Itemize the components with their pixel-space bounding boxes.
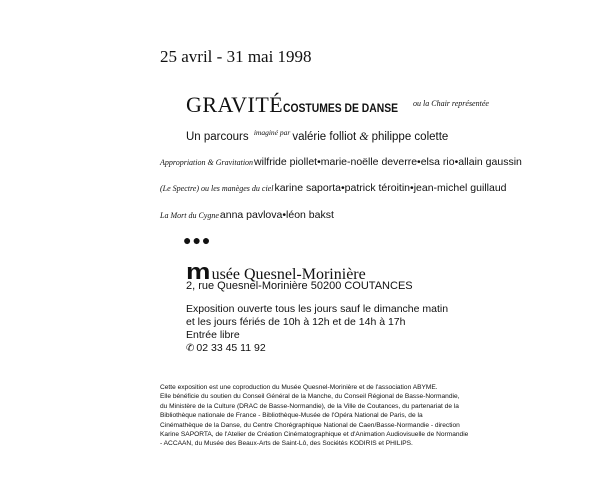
opening-hours-line-2: et les jours fériés de 10h à 12h et de 14h à 17h [186, 316, 406, 328]
phone-number: 02 33 45 11 92 [196, 342, 266, 354]
admission-info: Entrée libre [186, 329, 240, 341]
credit-line [160, 156, 522, 168]
credit-names: wilfride piollet•marie-noëlle deverre•elsa rio•allain gaussin [254, 156, 522, 168]
footer-line: Bibliothèque nationale de France - Bibliothèque-Musée de l'Opéra National de Paris, de la [160, 412, 423, 420]
footer-line: Cinémathèque de la Danse, du Centre Chorégraphique National de Caen/Basse-Normandie - direction [160, 421, 460, 429]
footer-line: Elle bénéficie du soutien du Conseil Général de la Manche, du Conseil Régional de Basse-Normandie, [160, 393, 460, 401]
credit-line [160, 182, 507, 194]
title-main: GRAVITÉ [186, 92, 284, 117]
curators-lead: Un parcours [186, 131, 249, 143]
credit-names: anna pavlova•léon bakst [219, 209, 334, 221]
footer-credits [160, 383, 469, 449]
credit-section: Appropriation & Gravitation [160, 158, 254, 167]
credit-section: (Le Spectre) ou les manèges du ciel [160, 184, 274, 193]
curators-imagined: imaginé par [253, 128, 291, 137]
museum-logo-initial: m [186, 259, 211, 284]
separator-dots: ●●● [183, 232, 212, 248]
footer-line: du Ministère de la Culture (DRAC de Basse-Normandie), de la Ville de Coutances, du partenariat de la [160, 402, 459, 410]
exhibition-title [186, 92, 489, 118]
opening-hours-line-1: Exposition ouverte tous les jours sauf le dimanche matin [186, 303, 449, 315]
phone-icon: ✆ [186, 343, 195, 354]
museum-address: 2, rue Quesnel-Morinière 50200 COUTANCES [186, 280, 413, 292]
curators-ampersand: & [359, 129, 369, 143]
museum-name: usée Quesnel-Morinière [211, 266, 366, 283]
curators-line [186, 129, 448, 144]
curator-2: philippe colette [371, 131, 449, 143]
phone-line [186, 342, 266, 354]
curator-1: valérie folliot [292, 131, 357, 143]
footer-line: - ACCAAN, du Musée des Beaux-Arts de Saint-Lô, des Sociétés KODIRIS et PHILIPS. [160, 440, 413, 448]
title-tagline: ou la Chair représentée [413, 99, 489, 108]
credit-names: karine saporta•patrick téroitin•jean-michel guillaud [274, 182, 507, 194]
footer-line: Cette exposition est une coproduction du Musée Quesnel-Morinière et de l'association ABYME. [160, 384, 438, 391]
footer-line: Karine SAPORTA, de l'Atelier de Création Cinématographique et d'Animation Audiovisuelle de Normandie [160, 431, 469, 439]
title-subtitle: COSTUMES DE DANSE [283, 103, 399, 115]
credit-section: La Mort du Cygne [160, 211, 219, 220]
credit-line [160, 209, 334, 221]
exhibition-dates: 25 avril - 31 mai 1998 [160, 47, 312, 66]
